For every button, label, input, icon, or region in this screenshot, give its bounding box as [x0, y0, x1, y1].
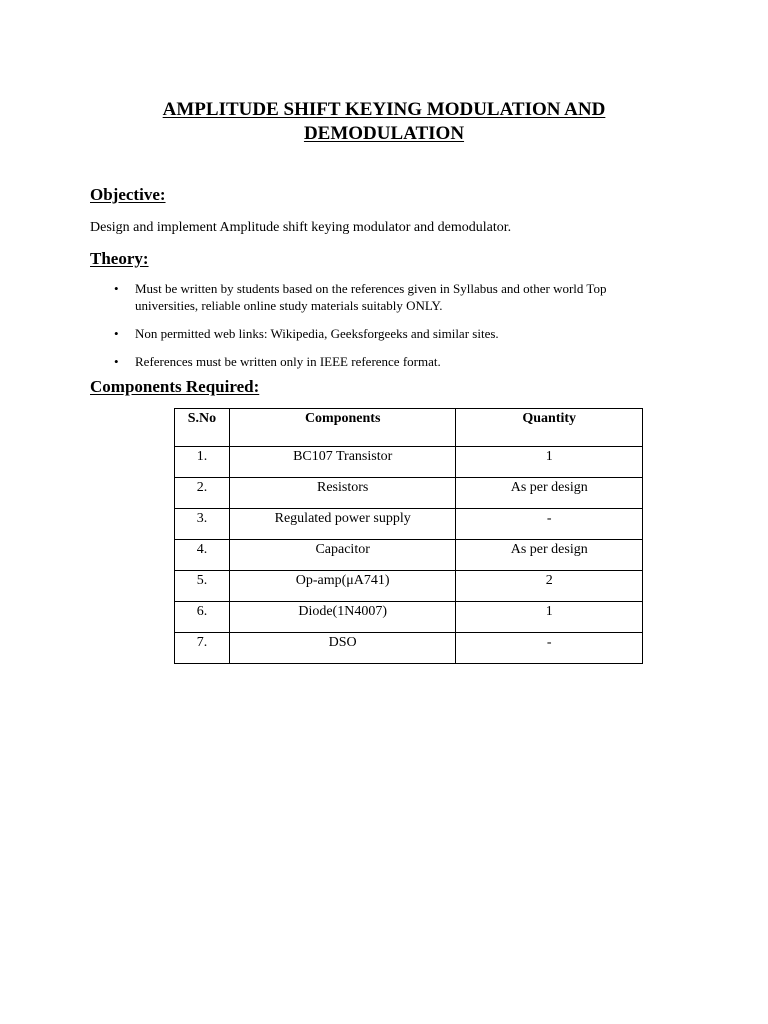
- cell-component: Regulated power supply: [229, 509, 456, 540]
- theory-item: [114, 280, 665, 314]
- cell-sno: 2.: [175, 478, 230, 509]
- objective-heading: Objective:: [90, 185, 166, 204]
- cell-quantity: 1: [456, 602, 643, 633]
- cell-sno: 7.: [175, 633, 230, 664]
- table-row: [175, 540, 643, 571]
- header-quantity: Quantity: [456, 409, 643, 447]
- cell-component: DSO: [229, 633, 456, 664]
- cell-sno: 6.: [175, 602, 230, 633]
- components-heading: Components Required:: [90, 377, 260, 396]
- theory-item-line: References must be written only in IEEE reference format.: [135, 354, 441, 369]
- bullet-marker: •: [114, 354, 119, 369]
- title-line-2: DEMODULATION: [303, 123, 465, 144]
- cell-component: BC107 Transistor: [229, 447, 456, 478]
- bullet-marker: •: [114, 281, 119, 296]
- cell-quantity: As per design: [456, 478, 643, 509]
- cell-sno: 5.: [175, 571, 230, 602]
- cell-sno: 3.: [175, 509, 230, 540]
- objective-text: Design and implement Amplitude shift keying modulator and demodulator.: [90, 220, 512, 235]
- cell-quantity: 2: [456, 571, 643, 602]
- header-components: Components: [229, 409, 456, 447]
- table-row: [175, 571, 643, 602]
- cell-quantity: -: [456, 633, 643, 664]
- cell-component: Op-amp(μA741): [229, 571, 456, 602]
- cell-component: Capacitor: [229, 540, 456, 571]
- components-table: [174, 408, 643, 664]
- table-row: [175, 447, 643, 478]
- theory-heading: Theory:: [90, 249, 149, 268]
- bullet-marker: •: [114, 326, 119, 341]
- cell-quantity: As per design: [456, 540, 643, 571]
- theory-item-line: universities, reliable online study materials suitably ONLY.: [135, 298, 443, 313]
- document-title: [0, 98, 768, 146]
- cell-quantity: 1: [456, 447, 643, 478]
- cell-component: Resistors: [229, 478, 456, 509]
- table-row: [175, 633, 643, 664]
- cell-quantity: -: [456, 509, 643, 540]
- theory-item-line: Must be written by students based on the references given in Syllabus and other world Top: [135, 281, 607, 296]
- theory-item-line: Non permitted web links: Wikipedia, Geeksforgeeks and similar sites.: [135, 326, 499, 341]
- title-line-1: AMPLITUDE SHIFT KEYING MODULATION AND: [162, 99, 606, 120]
- table-row: [175, 509, 643, 540]
- header-sno: S.No: [175, 409, 230, 447]
- cell-component: Diode(1N4007): [229, 602, 456, 633]
- table-header-row: [175, 409, 643, 447]
- cell-sno: 1.: [175, 447, 230, 478]
- theory-item: [114, 325, 665, 342]
- cell-sno: 4.: [175, 540, 230, 571]
- table-row: [175, 602, 643, 633]
- theory-item: [114, 353, 665, 370]
- table-row: [175, 478, 643, 509]
